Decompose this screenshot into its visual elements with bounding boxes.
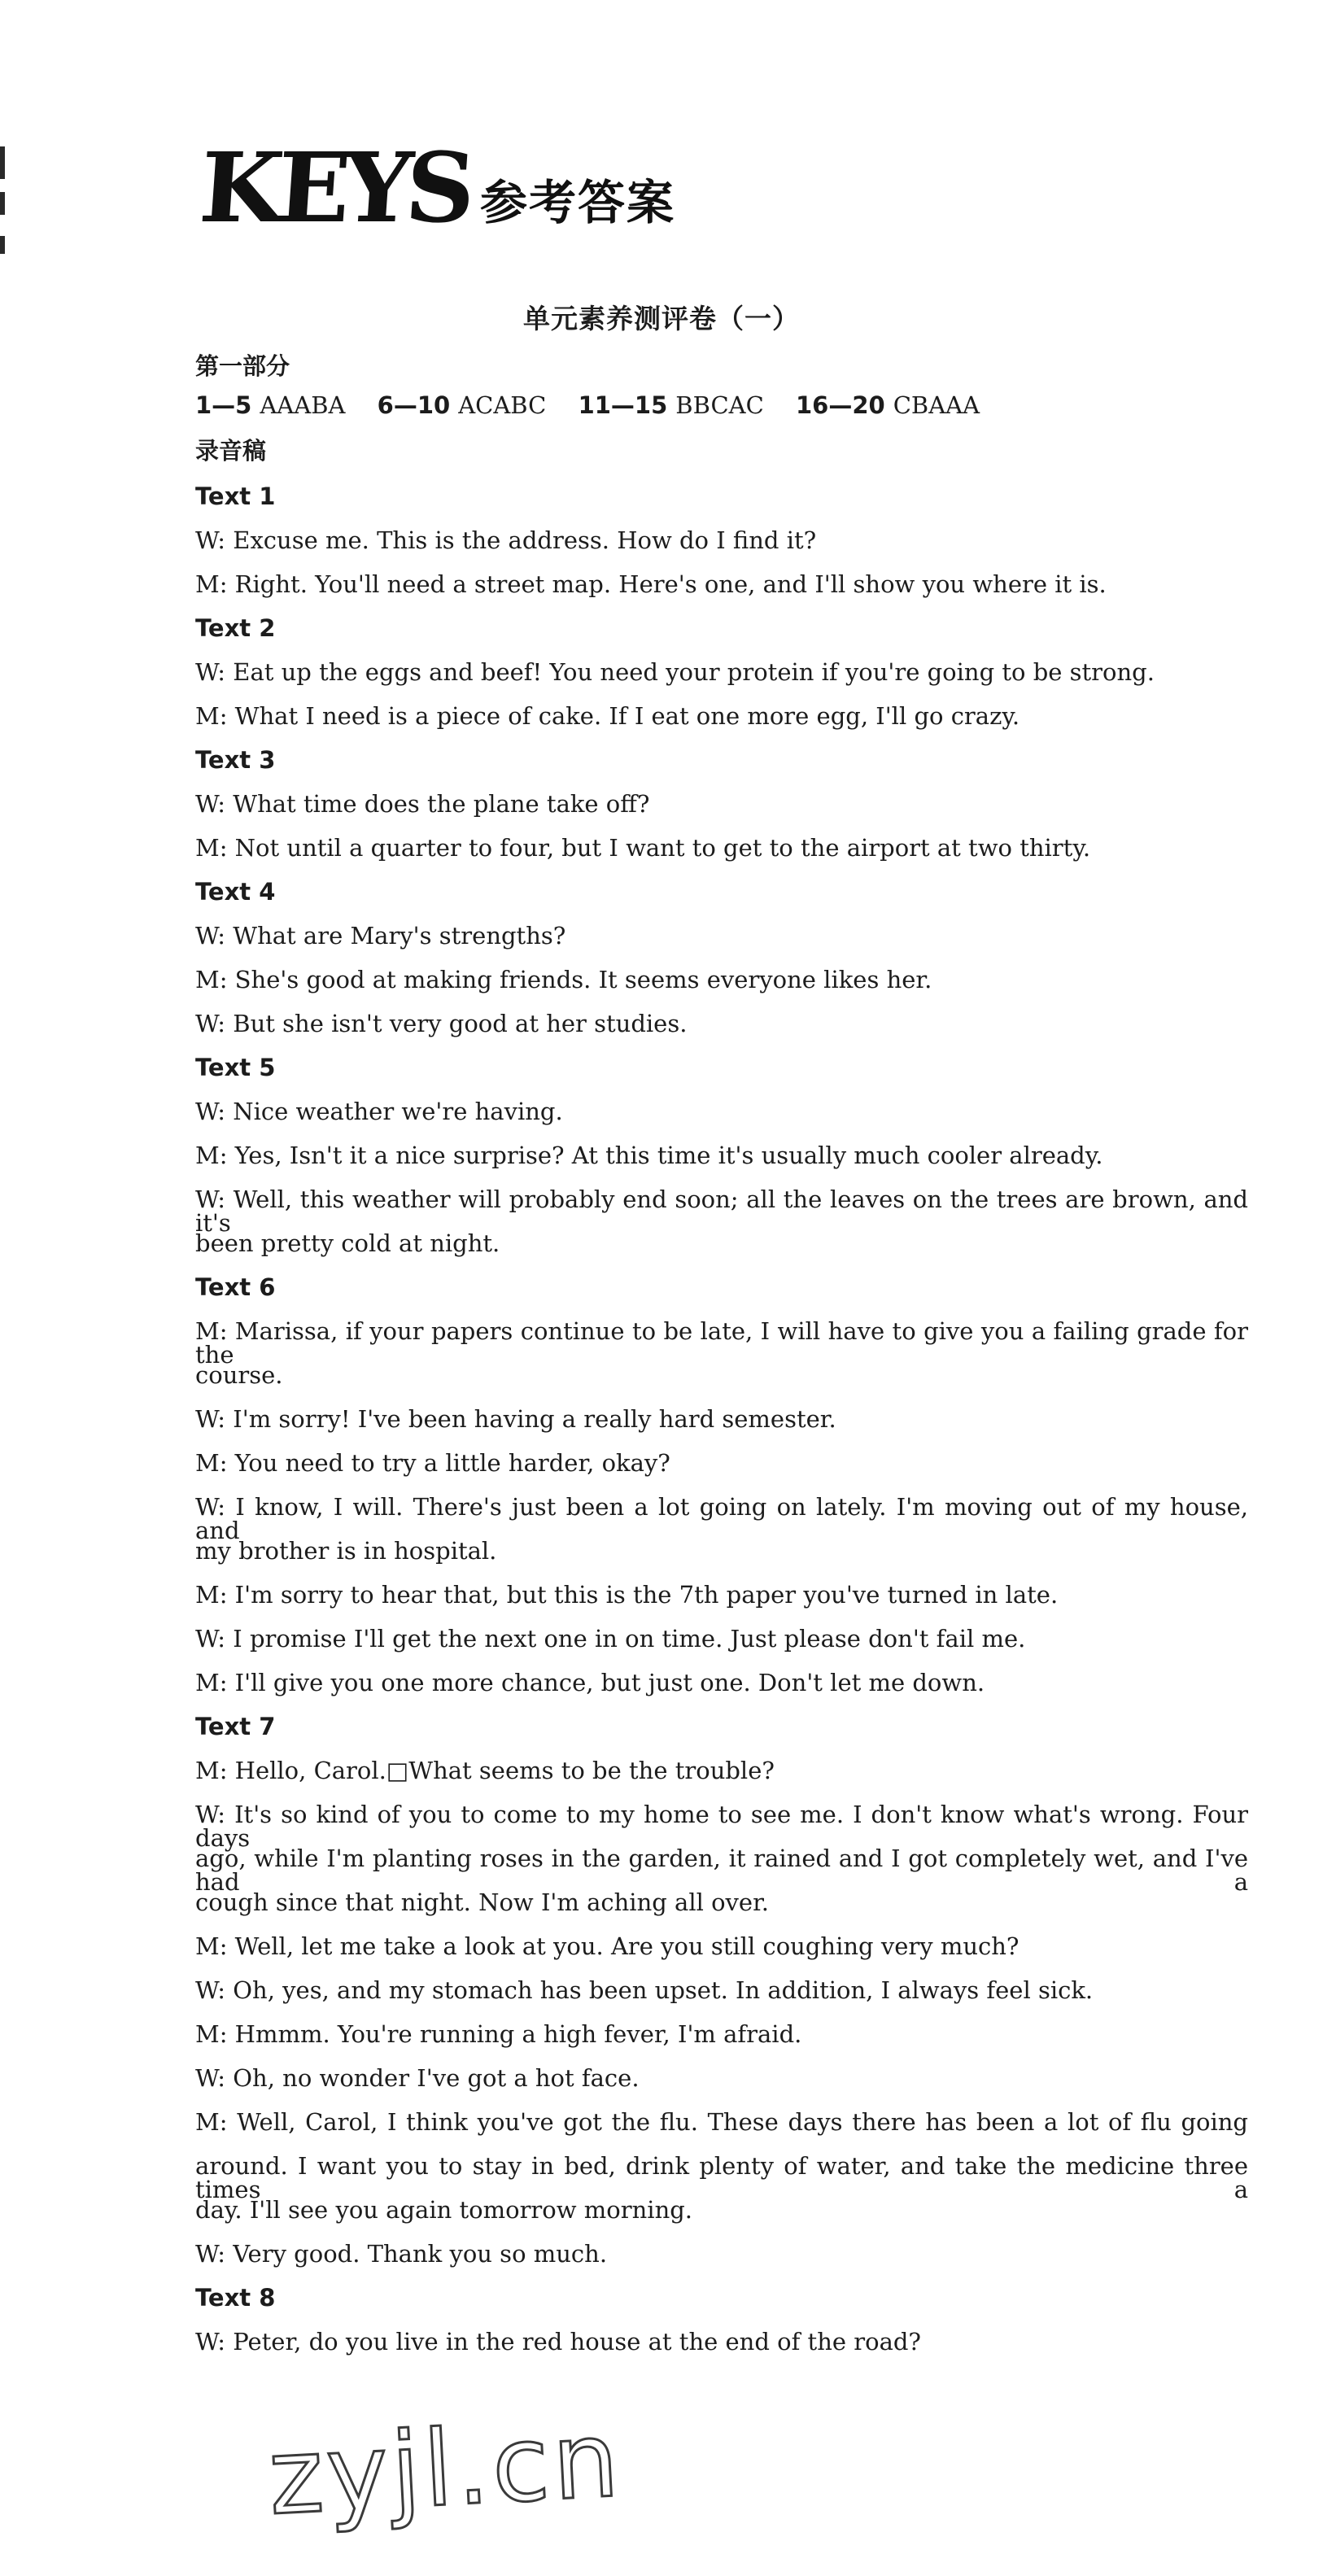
- section-title: 单元素养测评卷（一）: [523, 303, 800, 334]
- logo-mark: KEYS: [196, 131, 473, 244]
- binding-mark: [0, 192, 5, 215]
- dialogue-line: cough since that night. Now I'm aching all over.: [195, 1888, 769, 1916]
- dialogue-line: W: Oh, yes, and my stomach has been upset. In addition, I always feel sick.: [195, 1976, 1094, 2004]
- dialogue-line: W: Eat up the eggs and beef! You need your protein if you're going to be strong.: [195, 658, 1155, 686]
- dialogue-line: W: What time does the plane take off?: [195, 790, 650, 818]
- dialogue-line: M: Marissa, if your papers continue to be late, I will have to give you a failing grade for the: [195, 1317, 1248, 1369]
- dialogue-line: W: It's so kind of you to come to my home to see me. I don't know what's wrong. Four days: [195, 1801, 1248, 1852]
- text-heading: Text 6: [195, 1273, 276, 1301]
- transcript-label: 录音稿: [195, 437, 267, 465]
- dialogue-line: M: I'll give you one more chance, but just one. Don't let me down.: [195, 1669, 985, 1696]
- dialogue-line: course.: [195, 1361, 283, 1389]
- text-heading: Text 7: [195, 1713, 276, 1740]
- answer-group: 11—15 BBCAC: [578, 391, 764, 419]
- dialogue-line: W: I'm sorry! I've been having a really hard semester.: [195, 1405, 836, 1433]
- dialogue-line: W: I know, I will. There's just been a lot going on lately. I'm moving out of my house, and: [195, 1493, 1248, 1544]
- dialogue-line: M: Well, let me take a look at you. Are you still coughing very much?: [195, 1932, 1020, 1960]
- dialogue-line: M: You need to try a little harder, okay?: [195, 1449, 670, 1477]
- text-heading: Text 4: [195, 878, 276, 906]
- dialogue-line: around. I want you to stay in bed, drink plenty of water, and take the medicine three times a: [195, 2152, 1248, 2203]
- text-heading: Text 8: [195, 2284, 276, 2312]
- logo-subtitle: 参考答案: [479, 175, 675, 230]
- site-watermark: zyjl.cn: [265, 2399, 625, 2539]
- dialogue-line: M: What I need is a piece of cake. If I eat one more egg, I'll go crazy.: [195, 702, 1020, 730]
- dialogue-line: M: Yes, Isn't it a nice surprise? At this time it's usually much cooler already.: [195, 1142, 1103, 1169]
- dialogue-line: M: Hmmm. You're running a high fever, I'm afraid.: [195, 2020, 802, 2048]
- text-heading: Text 5: [195, 1054, 276, 1081]
- binding-mark: [0, 146, 5, 179]
- dialogue-line: been pretty cold at night.: [195, 1229, 500, 1257]
- dialogue-line: day. I'll see you again tomorrow morning.: [195, 2196, 693, 2224]
- dialogue-line: W: Oh, no wonder I've got a hot face.: [195, 2064, 640, 2092]
- dialogue-line: M: Right. You'll need a street map. Here's one, and I'll show you where it is.: [195, 570, 1107, 598]
- dialogue-line: W: Peter, do you live in the red house at the end of the road?: [195, 2328, 921, 2356]
- text-heading: Text 2: [195, 614, 276, 642]
- dialogue-line: my brother is in hospital.: [195, 1537, 497, 1565]
- text-heading: Text 3: [195, 746, 276, 774]
- dialogue-line: ago, while I'm planting roses in the garden, it rained and I got completely wet, and I've had a: [195, 1845, 1248, 1896]
- dialogue-line: W: Excuse me. This is the address. How do I find it?: [195, 526, 817, 554]
- dialogue-line: W: What are Mary's strengths?: [195, 922, 566, 950]
- answer-group: 6—10 ACABC: [377, 391, 547, 419]
- dialogue-line: M: Well, Carol, I think you've got the flu. These days there has been a lot of flu going: [195, 2108, 1248, 2136]
- dialogue-line: M: I'm sorry to hear that, but this is the 7th paper you've turned in late.: [195, 1581, 1059, 1609]
- answer-row: [195, 391, 1004, 419]
- answer-group: 16—20 CBAAA: [795, 391, 980, 419]
- dialogue-line: W: Well, this weather will probably end soon; all the leaves on the trees are brown, and it's: [195, 1185, 1248, 1237]
- dialogue-line: M: Hello, Carol.□What seems to be the trouble?: [195, 1757, 775, 1784]
- dialogue-line: W: Very good. Thank you so much.: [195, 2240, 608, 2268]
- part-label: 第一部分: [195, 352, 290, 380]
- dialogue-line: W: But she isn't very good at her studies.: [195, 1010, 688, 1037]
- keys-logo: [196, 122, 675, 244]
- dialogue-line: M: She's good at making friends. It seems everyone likes her.: [195, 966, 932, 993]
- dialogue-line: M: Not until a quarter to four, but I want to get to the airport at two thirty.: [195, 834, 1091, 862]
- answer-group: 1—5 AAABA: [195, 391, 346, 419]
- dialogue-line: W: I promise I'll get the next one in on time. Just please don't fail me.: [195, 1625, 1026, 1653]
- text-heading: Text 1: [195, 482, 276, 510]
- dialogue-line: W: Nice weather we're having.: [195, 1098, 563, 1125]
- binding-mark: [0, 236, 5, 254]
